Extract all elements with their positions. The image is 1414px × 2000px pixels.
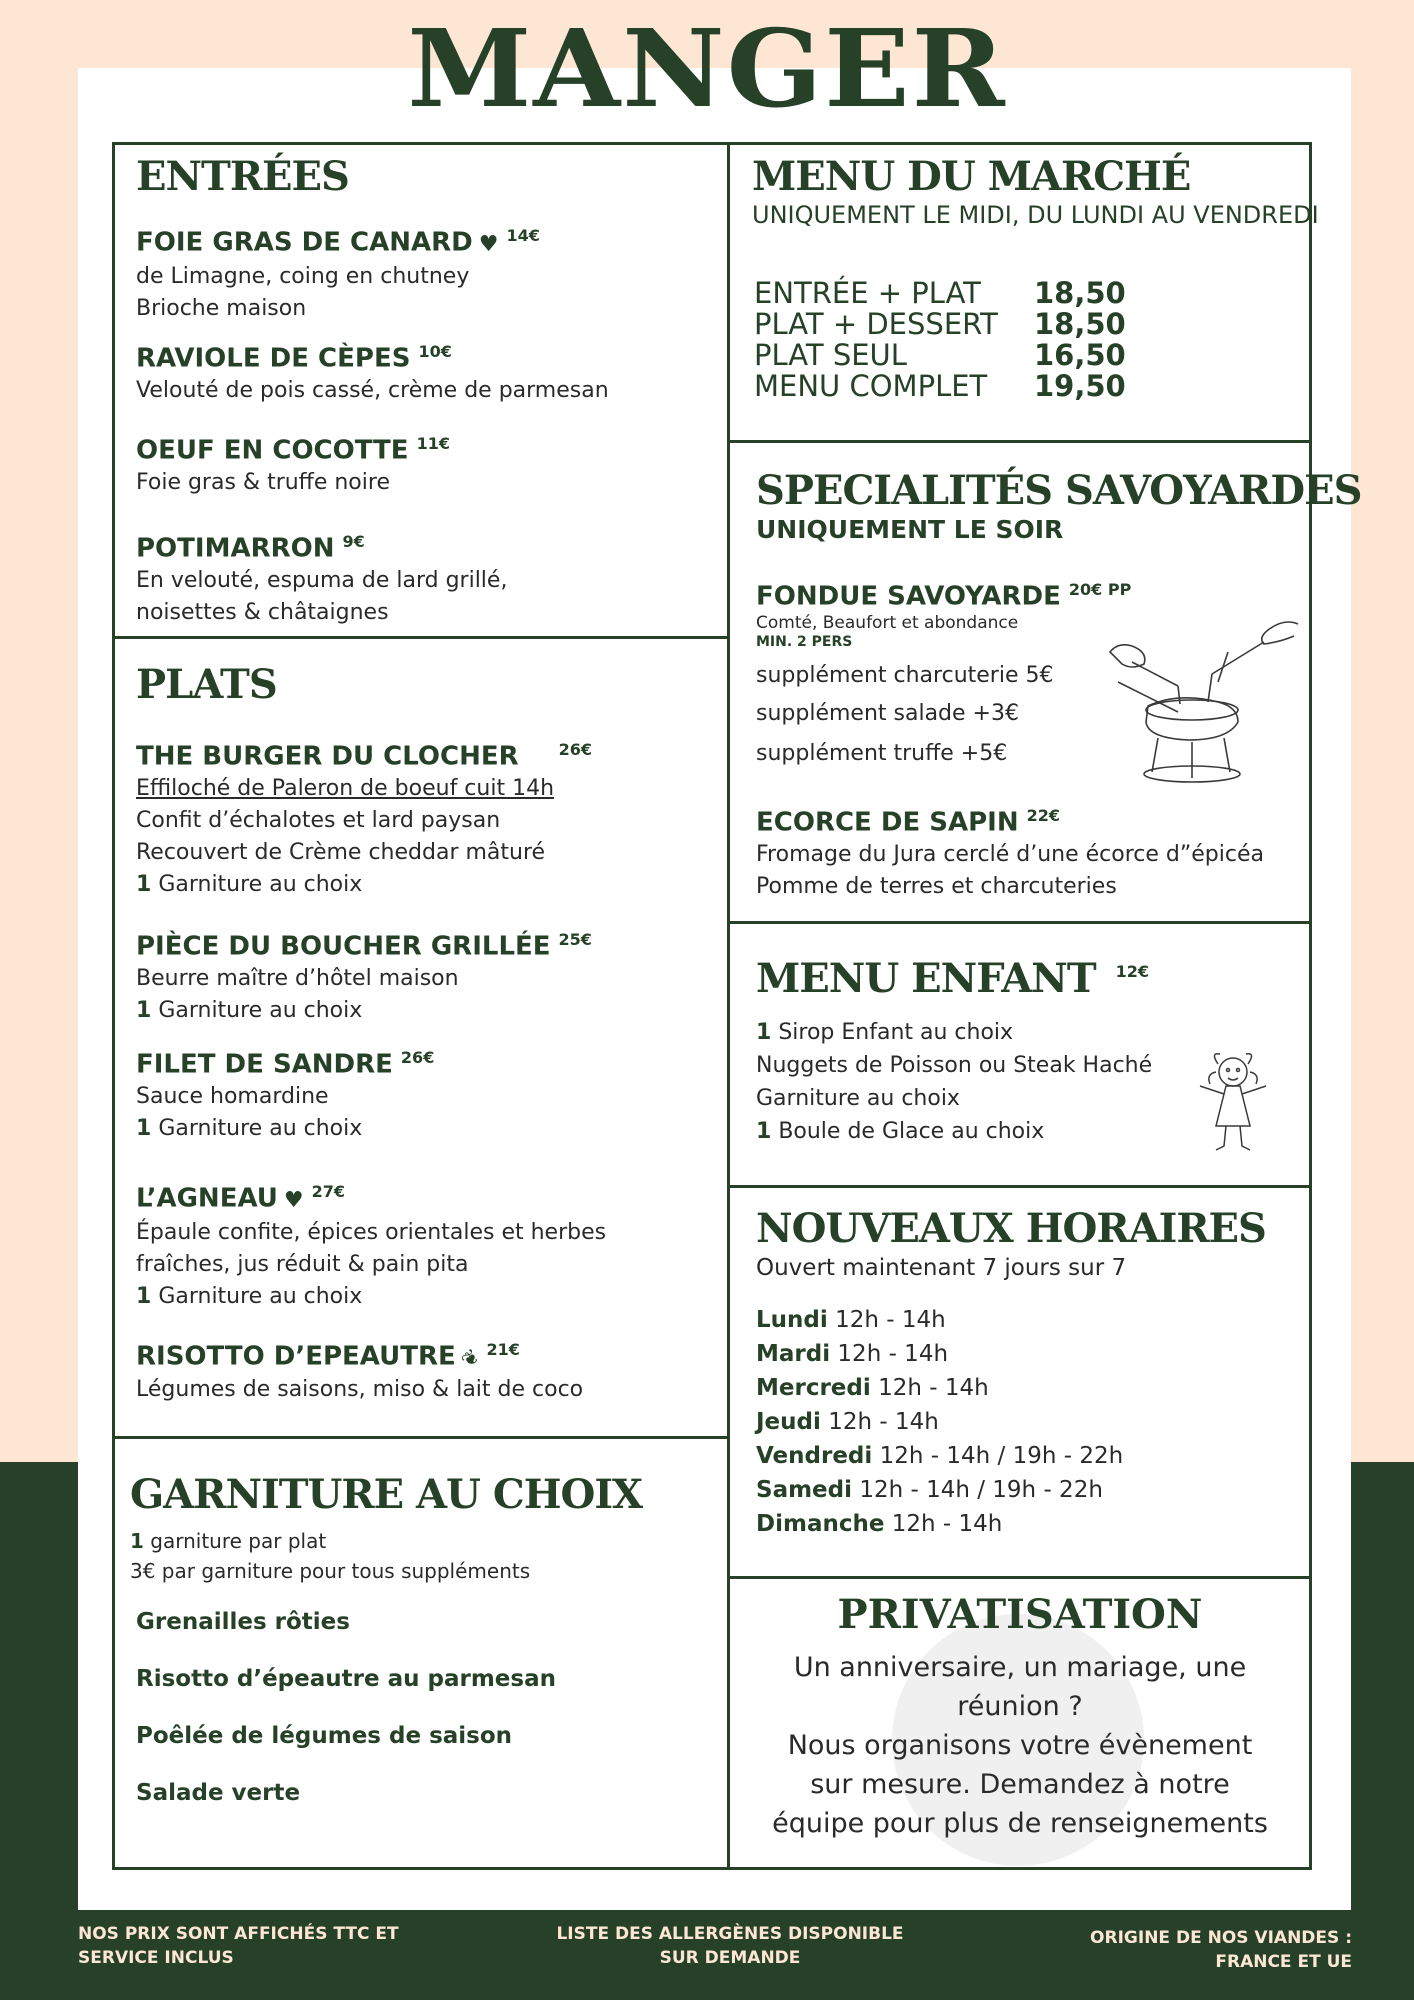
savoyardes-subtitle: UNIQUEMENT LE SOIR: [756, 515, 1064, 544]
garniture-count: 1: [136, 1283, 152, 1309]
enfant-heading: MENU ENFANT: [756, 955, 1096, 1002]
hours: 12h - 14h: [828, 1409, 939, 1435]
garniture-count: 1: [136, 1115, 152, 1141]
dish-name: FILET DE SANDRE: [136, 1049, 393, 1080]
dish-desc: fraîches, jus réduit & pain pita: [136, 1251, 469, 1277]
hours-row: [756, 1473, 1123, 1507]
marche-heading: MENU DU MARCHÉ: [752, 153, 1191, 200]
garniture-supplement: 3€ par garniture pour tous suppléments: [130, 1559, 531, 1583]
dish-price: 9€: [342, 532, 365, 551]
dish-desc: Effiloché de Paleron de boeuf cuit 14h: [136, 775, 555, 801]
hours: 12h - 14h: [891, 1511, 1003, 1537]
dish-price: 27€: [311, 1182, 346, 1201]
day: Mardi: [756, 1341, 831, 1367]
garniture-label: Garniture au choix: [158, 997, 363, 1023]
price-value: 16,50: [1034, 338, 1126, 372]
dish-oeuf: [136, 428, 450, 499]
dish-desc: Brioche maison: [136, 295, 307, 321]
fondue-supplements: [756, 660, 1053, 770]
dish-risotto: [136, 1334, 583, 1406]
dish-name: THE BURGER DU CLOCHER: [136, 741, 519, 772]
hours-row: [756, 1371, 1123, 1405]
dish-desc: Pomme de terres et charcuteries: [756, 873, 1117, 899]
hours: 12h - 14h / 19h - 22h: [879, 1443, 1124, 1469]
garniture-list: [136, 1606, 556, 1834]
dish-burger: [136, 734, 592, 901]
garniture-count: 1: [136, 997, 152, 1023]
garniture-heading: GARNITURE AU CHOIX: [130, 1471, 643, 1518]
fondue-min: MIN. 2 PERS: [756, 633, 853, 650]
enfant-item: Boule de Glace au choix: [778, 1119, 1045, 1144]
price-row: [754, 340, 1126, 371]
enfant-count: 1: [756, 1119, 772, 1144]
garniture-label: Garniture au choix: [158, 871, 363, 897]
dish-desc: Comté, Beaufort et abondance: [756, 612, 1019, 633]
dish-name: RAVIOLE DE CÈPES: [136, 343, 411, 374]
dish-desc: Légumes de saisons, miso & lait de coco: [136, 1376, 584, 1402]
horaires-list: [756, 1303, 1123, 1541]
horaires-heading: NOUVEAUX HORAIRES: [756, 1205, 1266, 1252]
privatisation-line: équipe pour plus de renseignements: [772, 1808, 1268, 1839]
garniture-item: Poêlée de légumes de saison: [136, 1723, 513, 1749]
hours: 12h - 14h / 19h - 22h: [859, 1477, 1103, 1503]
price-value: 18,50: [1034, 276, 1126, 310]
enfant-items: [756, 1016, 1152, 1148]
dish-desc: de Limagne, coing en chutney: [136, 263, 470, 289]
footer-allergens-note: LISTE DES ALLERGÈNES DISPONIBLE SUR DEMANDE: [556, 1924, 904, 1968]
hours: 12h - 14h: [837, 1341, 949, 1367]
hours: 12h - 14h: [878, 1375, 989, 1401]
heart-icon: ♥: [478, 231, 499, 257]
dish-desc: Recouvert de Crème cheddar mâturé: [136, 839, 546, 865]
divider-horaires: [727, 1576, 1312, 1579]
divider-entrees: [112, 636, 729, 639]
footer-origin-note: ORIGINE DE NOS VIANDES : FRANCE ET UE: [1090, 1928, 1352, 1972]
dish-name: PIÈCE DU BOUCHER GRILLÉE: [136, 931, 551, 962]
plats-heading: PLATS: [136, 661, 277, 708]
privatisation-line: réunion ?: [957, 1691, 1083, 1722]
garniture-label: Garniture au choix: [158, 1283, 363, 1309]
supplement: supplément salade +3€: [756, 701, 1019, 726]
privatisation-line: Un anniversaire, un mariage, une: [793, 1652, 1247, 1683]
dish-foie-gras: [136, 220, 540, 325]
price-row: [754, 309, 1126, 340]
divider-enfant: [727, 1185, 1312, 1188]
enfant-item: Garniture au choix: [756, 1086, 960, 1111]
section-privatisation: [730, 1592, 1310, 1843]
marche-prices: [754, 278, 1126, 402]
divider-savoyardes: [727, 921, 1312, 924]
marche-subtitle: UNIQUEMENT LE MIDI, DU LUNDI AU VENDREDI: [752, 201, 1319, 229]
hours-row: [756, 1507, 1123, 1541]
dish-name: FONDUE SAVOYARDE: [756, 581, 1061, 612]
price-label: PLAT SEUL: [754, 338, 907, 372]
garniture-count: 1: [136, 871, 152, 897]
enfant-price: 12€: [1115, 962, 1150, 981]
dish-desc: Épaule confite, épices orientales et herbes: [136, 1219, 607, 1245]
price-value: 19,50: [1034, 369, 1126, 403]
day: Mercredi: [756, 1375, 871, 1401]
page-title: MANGER: [407, 7, 1007, 132]
dish-potimarron: [136, 526, 507, 629]
horaires-subtitle: Ouvert maintenant 7 jours sur 7: [756, 1255, 1127, 1281]
dish-desc: Fromage du Jura cerclé d’une écorce d”épicéa: [756, 841, 1264, 867]
supplement: supplément truffe +5€: [756, 741, 1008, 766]
dish-price: 14€: [506, 226, 540, 245]
dish-price: 20€ PP: [1068, 580, 1132, 599]
divider-marche: [727, 440, 1312, 443]
day: Samedi: [756, 1477, 852, 1503]
dish-price: 21€: [486, 1340, 520, 1359]
day: Lundi: [756, 1307, 828, 1333]
child-illustration: [1190, 1046, 1276, 1156]
section-garniture: [130, 1472, 642, 1586]
dish-name: RISOTTO D’EPEAUTRE: [136, 1341, 456, 1372]
dish-price: 10€: [418, 342, 452, 361]
heart-icon: ♥: [283, 1187, 304, 1213]
day: Dimanche: [756, 1511, 885, 1537]
dish-agneau: [136, 1176, 606, 1313]
garniture-item: Risotto d’épeautre au parmesan: [136, 1666, 556, 1692]
day: Vendredi: [756, 1443, 873, 1469]
footer-prices-note: NOS PRIX SONT AFFICHÉS TTC ET SERVICE INCLUS: [78, 1924, 399, 1968]
hours: 12h - 14h: [835, 1307, 946, 1333]
dish-fondue: [756, 574, 1131, 651]
dish-name: L’AGNEAU: [136, 1183, 278, 1214]
garniture-item: Grenailles rôties: [136, 1609, 350, 1635]
dish-desc: En velouté, espuma de lard grillé,: [136, 567, 508, 593]
privatisation-line: Nous organisons votre évènement: [787, 1730, 1253, 1761]
dish-name: FOIE GRAS DE CANARD: [136, 227, 473, 258]
hours-row: [756, 1439, 1123, 1473]
section-marche: [752, 154, 1319, 230]
hours-row: [756, 1337, 1123, 1371]
dish-piece-boucher: [136, 924, 592, 1027]
dish-name: POTIMARRON: [136, 533, 335, 564]
dish-desc: Confit d’échalotes et lard paysan: [136, 807, 501, 833]
section-entrees: [136, 154, 349, 200]
dish-desc: noisettes & châtaignes: [136, 599, 389, 625]
hours-row: [756, 1303, 1123, 1337]
price-row: [754, 278, 1126, 309]
privatisation-heading: PRIVATISATION: [837, 1591, 1203, 1638]
enfant-count: 1: [756, 1020, 772, 1045]
fondue-illustration: [1108, 612, 1304, 788]
dish-price: 11€: [416, 434, 450, 453]
dish-raviole: [136, 336, 609, 407]
dish-price: 26€: [558, 740, 593, 759]
dish-desc: Sauce homardine: [136, 1083, 329, 1109]
dish-name: ECORCE DE SAPIN: [756, 807, 1019, 838]
garniture-label: Garniture au choix: [158, 1115, 363, 1141]
dish-ecorce: [756, 800, 1264, 903]
price-label: MENU COMPLET: [754, 369, 988, 403]
garniture-rule: garniture par plat: [150, 1529, 327, 1553]
garniture-count: 1: [130, 1529, 144, 1553]
day: Jeudi: [756, 1409, 821, 1435]
dish-price: 25€: [558, 930, 592, 949]
dish-name: OEUF EN COCOTTE: [136, 435, 409, 466]
dish-price: 26€: [400, 1048, 435, 1067]
enfant-item: Sirop Enfant au choix: [778, 1020, 1014, 1045]
section-plats: [136, 662, 277, 708]
price-label: ENTRÉE + PLAT: [754, 276, 981, 310]
price-value: 18,50: [1034, 307, 1126, 341]
leaf-icon: ❦: [455, 1343, 485, 1373]
dish-desc: Foie gras & truffe noire: [136, 469, 390, 495]
price-row: [754, 371, 1126, 402]
price-label: PLAT + DESSERT: [754, 307, 998, 341]
section-savoyardes: [756, 468, 1361, 546]
section-enfant: [756, 956, 1149, 1002]
enfant-item: Nuggets de Poisson ou Steak Haché: [756, 1053, 1153, 1078]
section-horaires: [756, 1206, 1266, 1284]
garniture-item: Salade verte: [136, 1780, 301, 1806]
dish-desc: Beurre maître d’hôtel maison: [136, 965, 459, 991]
entrees-heading: ENTRÉES: [136, 153, 349, 200]
hours-row: [756, 1405, 1123, 1439]
savoyardes-heading: SPECIALITÉS SAVOYARDES: [756, 467, 1362, 514]
supplement: supplément charcuterie 5€: [756, 663, 1054, 688]
dish-price: 22€: [1026, 806, 1060, 825]
privatisation-line: sur mesure. Demandez à notre: [810, 1769, 1230, 1800]
dish-sandre: [136, 1042, 434, 1145]
dish-desc: Velouté de pois cassé, crème de parmesan: [136, 377, 609, 403]
divider-plats: [112, 1436, 729, 1439]
